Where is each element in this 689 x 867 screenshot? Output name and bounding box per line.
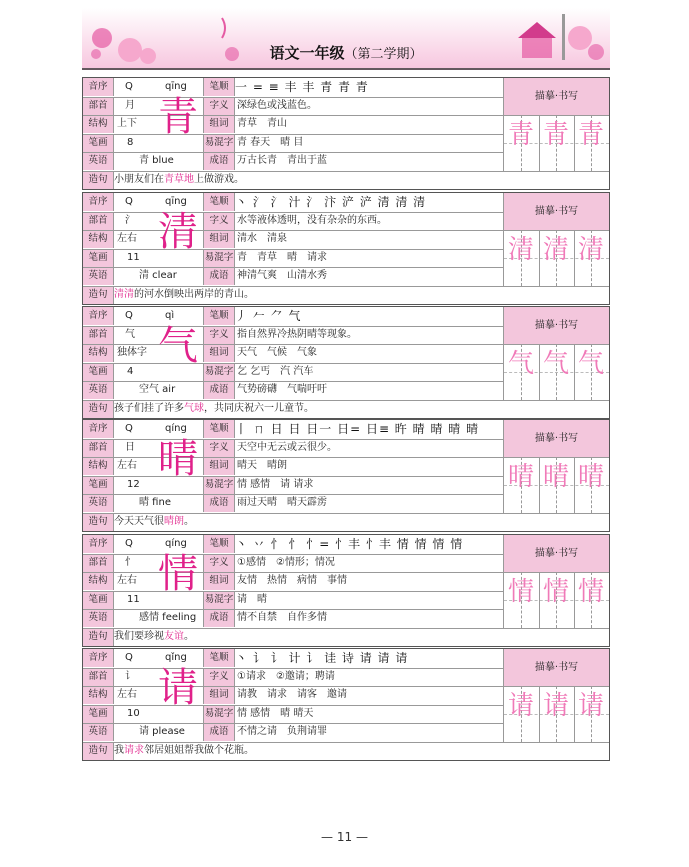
sentence-text: 的河水倒映出两岸的青山。 bbox=[134, 289, 254, 300]
sentence-text: 上做游戏。 bbox=[194, 174, 244, 185]
practice-header: 描摹·书写 bbox=[504, 193, 609, 231]
chengyu-value: 神清气爽 山清水秀 bbox=[237, 270, 327, 281]
practice-area bbox=[503, 535, 609, 628]
big-character: 气 bbox=[158, 323, 198, 369]
label-yinxu: 音序 bbox=[83, 649, 114, 667]
label-yinxu: 音序 bbox=[83, 193, 114, 211]
label-bushou: 部首 bbox=[83, 668, 114, 686]
stroke-order: 丨 ㄇ 日 日 日一 日= 日≡ 旿 晴 晴 晴 晴 bbox=[235, 422, 480, 436]
trace-character: 情 bbox=[577, 577, 604, 607]
stroke-order: 丶 丷 忄 忄 忄= 忄丰 忄丰 情 情 情 情 bbox=[235, 537, 464, 551]
trace-character: 气 bbox=[507, 349, 534, 379]
stroke-order: 丶 讠 讠 计 讠 诖 诗 请 请 请 bbox=[235, 651, 409, 665]
label-bihua: 笔画 bbox=[83, 591, 114, 609]
english-value: 清 clear bbox=[139, 270, 177, 281]
label-yingyu: 英语 bbox=[83, 381, 114, 399]
pinyin-value: qīng bbox=[165, 81, 187, 92]
trace-character: 晴 bbox=[507, 462, 534, 492]
sentence-text: 我 bbox=[114, 745, 124, 756]
yinxu-value: Q bbox=[125, 538, 133, 549]
character-card bbox=[82, 534, 610, 647]
jiegou-value: 上下 bbox=[117, 118, 137, 129]
label-bishun: 笔顺 bbox=[203, 420, 235, 438]
big-character: 清 bbox=[158, 209, 198, 255]
pinyin-value: qíng bbox=[165, 538, 187, 549]
trace-character: 气 bbox=[577, 349, 604, 379]
label-zaoju: 造句 bbox=[83, 171, 114, 189]
big-character: 请 bbox=[158, 665, 198, 711]
label-bishun: 笔顺 bbox=[203, 78, 235, 96]
jiegou-value: 左右 bbox=[117, 460, 137, 471]
stroke-order: 一 = ≡ 丰 丰 青 青 青 bbox=[235, 80, 369, 94]
chengyu-value: 情不自禁 自作多情 bbox=[237, 612, 327, 623]
chengyu-value: 不情之请 负荆请罪 bbox=[237, 726, 327, 737]
label-chengyu: 成语 bbox=[203, 381, 235, 399]
yinxu-value: Q bbox=[125, 423, 133, 434]
bushou-value: 忄 bbox=[125, 556, 135, 568]
label-yingyu: 英语 bbox=[83, 494, 114, 512]
practice-area bbox=[503, 193, 609, 286]
trace-character: 请 bbox=[507, 691, 534, 721]
label-bishun: 笔顺 bbox=[203, 307, 235, 325]
label-yihunzi: 易混字 bbox=[203, 134, 235, 152]
english-value: 感情 feeling bbox=[139, 612, 197, 623]
ziyi-value: 天空中无云或云很少。 bbox=[237, 441, 337, 453]
label-chengyu: 成语 bbox=[203, 609, 235, 627]
sentence-text: 。 bbox=[184, 516, 194, 527]
sentence-highlight: 友谊 bbox=[164, 631, 184, 642]
label-chengyu: 成语 bbox=[203, 723, 235, 741]
example-sentence bbox=[114, 513, 194, 531]
example-sentence bbox=[114, 742, 254, 760]
example-sentence bbox=[114, 628, 194, 646]
label-zaoju: 造句 bbox=[83, 513, 114, 531]
yinxu-value: Q bbox=[125, 652, 133, 663]
label-jiegou: 结构 bbox=[83, 115, 114, 133]
bushou-value: 气 bbox=[125, 328, 135, 340]
pinyin-value: qīng bbox=[165, 196, 187, 207]
bihua-value: 11 bbox=[127, 593, 140, 605]
ziyi-value: ①感情 ②情形；情况 bbox=[237, 556, 335, 568]
trace-character: 情 bbox=[542, 577, 569, 607]
label-yihunzi: 易混字 bbox=[203, 476, 235, 494]
sentence-text: 我们要珍视 bbox=[114, 631, 164, 642]
yihunzi-value: 请 晴 bbox=[237, 593, 267, 605]
practice-header: 描摹·书写 bbox=[504, 78, 609, 116]
label-ziyi: 字义 bbox=[203, 97, 235, 115]
label-ziyi: 字义 bbox=[203, 668, 235, 686]
trace-character: 清 bbox=[577, 235, 604, 265]
ziyi-value: 水等液体透明，没有杂杂的东西。 bbox=[237, 214, 387, 226]
label-bihua: 笔画 bbox=[83, 249, 114, 267]
english-value: 青 blue bbox=[139, 155, 174, 166]
label-bushou: 部首 bbox=[83, 212, 114, 230]
yihunzi-value: 情 感情 晴 晴天 bbox=[237, 707, 314, 719]
bihua-value: 10 bbox=[127, 707, 140, 719]
zuci-value: 天气 气候 气象 bbox=[237, 347, 317, 358]
label-ziyi: 字义 bbox=[203, 439, 235, 457]
label-chengyu: 成语 bbox=[203, 152, 235, 170]
yinxu-value: Q bbox=[125, 310, 133, 321]
label-yihunzi: 易混字 bbox=[203, 249, 235, 267]
sentence-highlight: 青草地 bbox=[164, 174, 194, 185]
example-sentence bbox=[114, 171, 244, 189]
page-title bbox=[82, 42, 610, 63]
pinyin-value: qíng bbox=[165, 423, 187, 434]
label-jiegou: 结构 bbox=[83, 344, 114, 362]
bihua-value: 4 bbox=[127, 365, 134, 377]
english-value: 请 please bbox=[139, 726, 185, 737]
sentence-highlight: 请求 bbox=[124, 745, 144, 756]
zuci-value: 请教 请求 请客 邀请 bbox=[237, 689, 347, 700]
example-sentence bbox=[114, 400, 314, 418]
ziyi-value: 深绿色或浅蓝色。 bbox=[237, 99, 317, 111]
stroke-order: 丿 𠂉 ⺈ 气 bbox=[235, 309, 302, 323]
label-ziyi: 字义 bbox=[203, 212, 235, 230]
character-card bbox=[82, 419, 610, 532]
ziyi-value: ①请求 ②邀请；聘请 bbox=[237, 670, 335, 682]
bushou-value: 氵 bbox=[125, 214, 135, 226]
trace-character: 清 bbox=[507, 235, 534, 265]
label-ziyi: 字义 bbox=[203, 554, 235, 572]
practice-area bbox=[503, 420, 609, 513]
yihunzi-value: 情 感情 请 请求 bbox=[237, 478, 314, 490]
label-jiegou: 结构 bbox=[83, 457, 114, 475]
label-bushou: 部首 bbox=[83, 326, 114, 344]
trace-character: 情 bbox=[507, 577, 534, 607]
jiegou-value: 左右 bbox=[117, 689, 137, 700]
label-yingyu: 英语 bbox=[83, 723, 114, 741]
pinyin-value: qì bbox=[165, 310, 175, 321]
label-zaoju: 造句 bbox=[83, 286, 114, 304]
ziyi-value: 指自然界冷热阴晴等现象。 bbox=[237, 328, 357, 340]
chengyu-value: 雨过天晴 晴天霹雳 bbox=[237, 497, 327, 508]
sentence-highlight: 晴朗 bbox=[164, 516, 184, 527]
character-card bbox=[82, 77, 610, 190]
sentence-text: 孩子们挂了许多 bbox=[114, 403, 184, 414]
bushou-value: 月 bbox=[125, 99, 135, 111]
page-header bbox=[82, 8, 610, 70]
label-yinxu: 音序 bbox=[83, 420, 114, 438]
label-jiegou: 结构 bbox=[83, 572, 114, 590]
label-yingyu: 英语 bbox=[83, 267, 114, 285]
label-zuci: 组词 bbox=[203, 686, 235, 704]
practice-area bbox=[503, 649, 609, 742]
bihua-value: 12 bbox=[127, 478, 140, 490]
big-character: 青 bbox=[158, 94, 198, 140]
label-jiegou: 结构 bbox=[83, 686, 114, 704]
label-zuci: 组词 bbox=[203, 115, 235, 133]
trace-character: 气 bbox=[542, 349, 569, 379]
label-yinxu: 音序 bbox=[83, 535, 114, 553]
label-yihunzi: 易混字 bbox=[203, 705, 235, 723]
zuci-value: 青草 青山 bbox=[237, 118, 287, 129]
label-yinxu: 音序 bbox=[83, 78, 114, 96]
label-chengyu: 成语 bbox=[203, 267, 235, 285]
trace-character: 清 bbox=[542, 235, 569, 265]
sentence-text: 。 bbox=[184, 631, 194, 642]
trace-character: 请 bbox=[577, 691, 604, 721]
jiegou-value: 独体字 bbox=[117, 347, 147, 358]
bihua-value: 11 bbox=[127, 251, 140, 263]
label-zuci: 组词 bbox=[203, 572, 235, 590]
label-zaoju: 造句 bbox=[83, 742, 114, 760]
trace-character: 晴 bbox=[542, 462, 569, 492]
bihua-value: 8 bbox=[127, 136, 134, 148]
chengyu-value: 万古长青 青出于蓝 bbox=[237, 155, 327, 166]
label-bihua: 笔画 bbox=[83, 476, 114, 494]
english-value: 晴 fine bbox=[139, 497, 171, 508]
label-bihua: 笔画 bbox=[83, 363, 114, 381]
label-zaoju: 造句 bbox=[83, 400, 114, 418]
sentence-text: 邻居姐姐帮我做个花瓶。 bbox=[144, 745, 254, 756]
title-subtitle: （第二学期） bbox=[344, 47, 423, 62]
label-zuci: 组词 bbox=[203, 344, 235, 362]
big-character: 情 bbox=[158, 551, 198, 597]
sentence-text: 今天天气很 bbox=[114, 516, 164, 527]
practice-header: 描摹·书写 bbox=[504, 535, 609, 573]
label-bushou: 部首 bbox=[83, 97, 114, 115]
label-bihua: 笔画 bbox=[83, 705, 114, 723]
label-bushou: 部首 bbox=[83, 439, 114, 457]
label-bishun: 笔顺 bbox=[203, 535, 235, 553]
english-value: 空气 air bbox=[139, 384, 176, 395]
zuci-value: 友情 热情 病情 事情 bbox=[237, 575, 347, 586]
label-bihua: 笔画 bbox=[83, 134, 114, 152]
bushou-value: 日 bbox=[125, 441, 135, 453]
sentence-text: 小朋友们在 bbox=[114, 174, 164, 185]
trace-character: 青 bbox=[507, 120, 534, 150]
trace-character: 晴 bbox=[577, 462, 604, 492]
stroke-order: 丶 氵 氵 汁 氵 汴 浐 浐 清 清 清 bbox=[235, 195, 427, 209]
character-card bbox=[82, 192, 610, 305]
sentence-highlight: 清清 bbox=[114, 289, 134, 300]
label-yinxu: 音序 bbox=[83, 307, 114, 325]
label-bishun: 笔顺 bbox=[203, 649, 235, 667]
trace-character: 青 bbox=[542, 120, 569, 150]
label-zuci: 组词 bbox=[203, 230, 235, 248]
yihunzi-value: 青 春天 晴 目 bbox=[237, 136, 304, 148]
character-card bbox=[82, 648, 610, 761]
practice-header: 描摹·书写 bbox=[504, 307, 609, 345]
yinxu-value: Q bbox=[125, 196, 133, 207]
practice-header: 描摹·书写 bbox=[504, 420, 609, 458]
chengyu-value: 气势磅礴 气喘吁吁 bbox=[237, 384, 327, 395]
label-zaoju: 造句 bbox=[83, 628, 114, 646]
trace-character: 请 bbox=[542, 691, 569, 721]
label-chengyu: 成语 bbox=[203, 494, 235, 512]
label-yingyu: 英语 bbox=[83, 152, 114, 170]
label-ziyi: 字义 bbox=[203, 326, 235, 344]
label-yihunzi: 易混字 bbox=[203, 363, 235, 381]
practice-area bbox=[503, 307, 609, 400]
label-bushou: 部首 bbox=[83, 554, 114, 572]
yinxu-value: Q bbox=[125, 81, 133, 92]
label-zuci: 组词 bbox=[203, 457, 235, 475]
zuci-value: 晴天 晴朗 bbox=[237, 460, 287, 471]
label-yingyu: 英语 bbox=[83, 609, 114, 627]
jiegou-value: 左右 bbox=[117, 575, 137, 586]
big-character: 晴 bbox=[158, 436, 198, 482]
sentence-text: ，共同庆祝六一儿童节。 bbox=[204, 403, 314, 414]
yihunzi-value: 乞 乞丐 汽 汽车 bbox=[237, 365, 314, 377]
practice-area bbox=[503, 78, 609, 171]
pinyin-value: qǐng bbox=[165, 652, 187, 663]
example-sentence bbox=[114, 286, 254, 304]
yihunzi-value: 青 青草 晴 请求 bbox=[237, 251, 327, 263]
character-card bbox=[82, 306, 610, 419]
sentence-highlight: 气球 bbox=[184, 403, 204, 414]
label-jiegou: 结构 bbox=[83, 230, 114, 248]
label-yihunzi: 易混字 bbox=[203, 591, 235, 609]
jiegou-value: 左右 bbox=[117, 233, 137, 244]
zuci-value: 清水 清泉 bbox=[237, 233, 287, 244]
practice-header: 描摹·书写 bbox=[504, 649, 609, 687]
page-number: — 11 — bbox=[321, 830, 368, 844]
trace-character: 青 bbox=[577, 120, 604, 150]
bushou-value: 讠 bbox=[125, 670, 135, 682]
title-main: 语文一年级 bbox=[269, 44, 345, 62]
label-bishun: 笔顺 bbox=[203, 193, 235, 211]
